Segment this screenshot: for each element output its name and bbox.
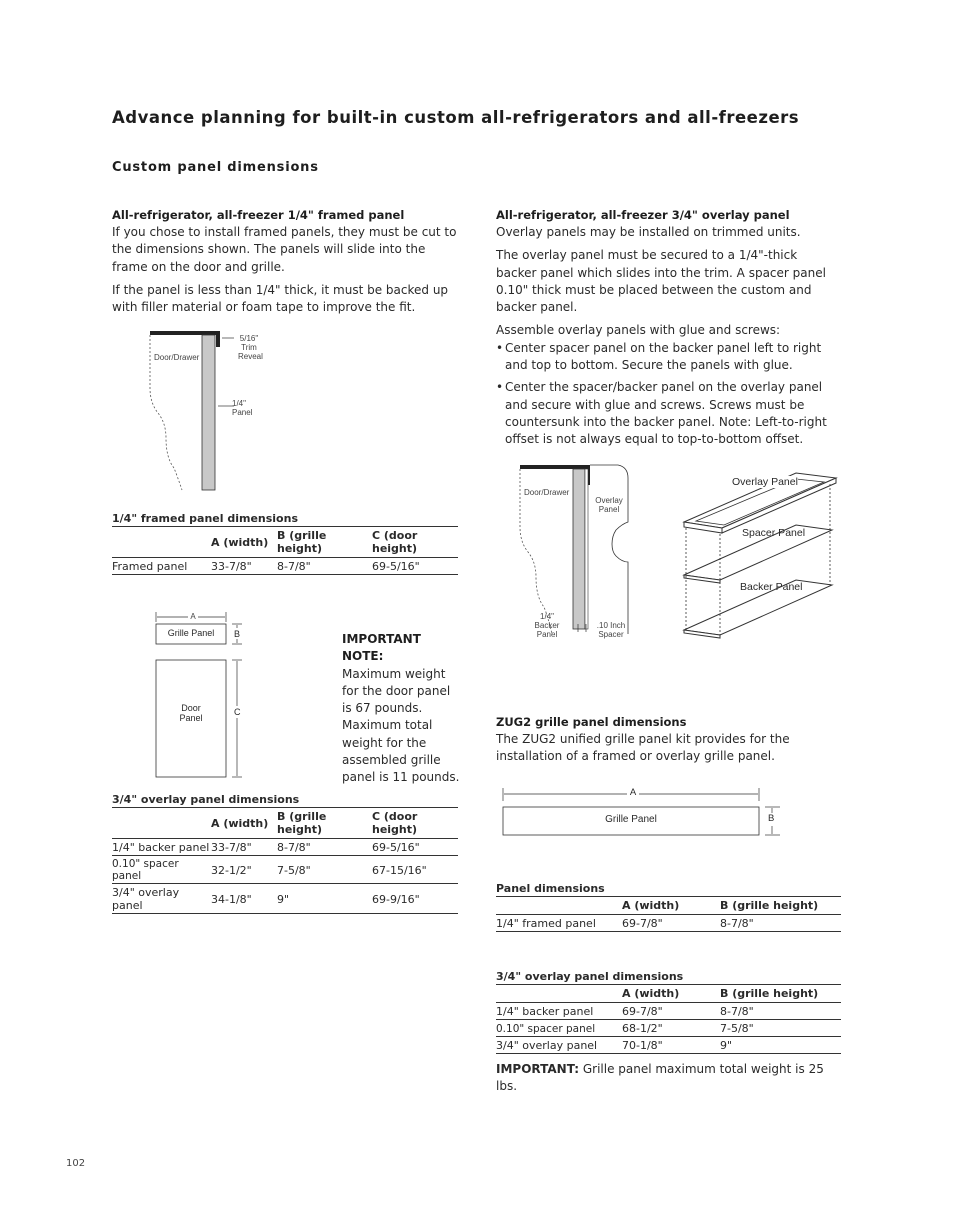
table-cell: 68-1/2" <box>622 1020 720 1037</box>
table-header <box>112 527 211 558</box>
dim-a-label: A <box>629 787 637 798</box>
left-overlay-table <box>112 793 458 914</box>
table-header <box>496 985 622 1003</box>
table-cell: 7-5/8" <box>277 856 372 884</box>
table-header-row <box>112 808 458 839</box>
table-cell: 69-5/16" <box>372 839 458 856</box>
door-panel-line-2: Panel <box>179 713 203 723</box>
table-header: B (grille height) <box>720 897 841 915</box>
table-cell: 9" <box>720 1037 841 1054</box>
right-paragraph-1: Overlay panels may be installed on trimmed units. <box>496 225 801 239</box>
right-paragraph-2: The overlay panel must be secured to a 1/4"-thick backer panel which slides into the trim. A spacer panel 0.10" thick must be placed between the custom and backer panel. <box>496 248 826 315</box>
page-title: Advance planning for built-in custom all-refrigerators and all-freezers <box>112 108 800 127</box>
table-cell: 69-9/16" <box>372 884 458 914</box>
right-heading: All-refrigerator, all-freezer 3/4" overlay panel <box>496 208 790 222</box>
important-note-body: Maximum weight for the door panel is 67 pounds. Maximum total weight for the assembled grille panel is 11 pounds. <box>342 666 460 785</box>
left-paragraph-2: If the panel is less than 1/4" thick, it must be backed up with filler material or foam tape to improve the fit. <box>112 282 449 315</box>
right-paragraph-3: Assemble overlay panels with glue and screws: <box>496 323 781 338</box>
grille-weight-note <box>496 1061 841 1096</box>
overlay-panel-callout: Overlay Panel <box>732 476 798 488</box>
table-row <box>496 1037 841 1054</box>
panel-dimensions-table <box>496 882 841 932</box>
bullet-marker: • <box>496 340 504 355</box>
bullet-item <box>496 379 841 448</box>
trim-reveal-line-3: Reveal <box>238 352 263 361</box>
dim-b-label: B <box>234 629 241 639</box>
table-row <box>496 1003 841 1020</box>
table-cell: 1/4" framed panel <box>496 915 622 932</box>
grille-dimension-diagram <box>500 786 790 841</box>
table-cell: 33-7/8" <box>211 558 277 575</box>
trim-reveal-line-1: 5/16" <box>239 334 259 343</box>
framed-panel-diagram <box>148 328 278 493</box>
important-note-heading: IMPORTANT NOTE: <box>342 632 421 664</box>
zug2-section <box>496 715 841 766</box>
table-caption: 3/4" overlay panel dimensions <box>496 970 841 985</box>
backer-line-1: 1/4" <box>540 612 554 621</box>
spacer-panel-callout: Spacer Panel <box>742 527 806 539</box>
table-cell: 8-7/8" <box>277 839 372 856</box>
zug2-body: The ZUG2 unified grille panel kit provides for the installation of a framed or overlay grille panel. <box>496 732 790 764</box>
spacer-line-1: .10 Inch <box>596 621 626 630</box>
table-cell: 1/4" backer panel <box>496 1003 622 1020</box>
framed-panel-table <box>112 512 458 575</box>
backer-panel-shape <box>573 469 585 629</box>
table-cell: 8-7/8" <box>720 1003 841 1020</box>
important-text: Grille panel maximum total weight is 25 lbs. <box>496 1062 824 1094</box>
left-heading: All-refrigerator, all-freezer 1/4" framed panel <box>112 208 405 222</box>
bullet-item <box>496 340 841 375</box>
left-paragraph-1: If you chose to install framed panels, they must be cut to the dimensions shown. The panels will slide into the frame on the door and grille. <box>112 225 457 274</box>
table-row <box>112 884 458 914</box>
zug2-heading: ZUG2 grille panel dimensions <box>496 715 687 729</box>
right-overlay-table <box>496 970 841 1054</box>
table-cell: 0.10" spacer panel <box>496 1020 622 1037</box>
exploded-panels-diagram <box>680 470 840 642</box>
dim-c-label: C <box>234 707 241 717</box>
table-header <box>112 808 211 839</box>
table-row <box>112 856 458 884</box>
backer-line-2: Backer <box>534 621 560 630</box>
table-cell: 67-15/16" <box>372 856 458 884</box>
table-header: A (width) <box>211 527 277 558</box>
table-cell: 70-1/8" <box>622 1037 720 1054</box>
important-label: IMPORTANT: <box>496 1062 580 1076</box>
table-cell: 1/4" backer panel <box>112 839 211 856</box>
quarter-panel-label <box>232 399 252 417</box>
table-header-row <box>112 527 458 558</box>
overlay-line-2: Panel <box>598 505 620 514</box>
door-drawer-label: Door/Drawer <box>524 488 570 497</box>
overlay-panel-outline <box>590 465 628 634</box>
spacer-shape <box>585 469 588 629</box>
table-header: A (width) <box>622 985 720 1003</box>
exploded-panels-svg <box>680 470 840 642</box>
important-note <box>342 631 460 787</box>
table-row <box>496 1020 841 1037</box>
right-intro <box>496 208 841 449</box>
table-cell: 69-5/16" <box>372 558 458 575</box>
grille-panel-label: Grille Panel <box>605 814 657 825</box>
table-caption: Panel dimensions <box>496 882 841 897</box>
bullet-marker: • <box>496 380 504 395</box>
table-header: C (door height) <box>372 808 458 839</box>
panel-line-1: 1/4" <box>232 399 246 408</box>
table-header: A (width) <box>622 897 720 915</box>
door-drawer-label: Door/Drawer <box>154 353 200 362</box>
door-panel-line-1: Door <box>181 703 201 713</box>
table-cell: Framed panel <box>112 558 211 575</box>
door-top-edge <box>150 331 220 335</box>
left-intro <box>112 208 462 316</box>
section-subtitle: Custom panel dimensions <box>112 160 319 175</box>
table-caption: 3/4" overlay panel dimensions <box>112 793 458 808</box>
backer-panel-label <box>532 612 562 639</box>
overlay-panel-label <box>593 496 625 514</box>
table-header: C (door height) <box>372 527 458 558</box>
table-row <box>496 915 841 932</box>
bullet-text: Center the spacer/backer panel on the overlay panel and secure with glue and screws. Screws must be countersunk into the backer panel. Note: Left-to-right offset is not always equal to top-to-bottom offset. <box>505 380 827 447</box>
table-cell: 8-7/8" <box>277 558 372 575</box>
table-cell: 8-7/8" <box>720 915 841 932</box>
door-top-edge <box>520 465 590 469</box>
table-header-row <box>496 897 841 915</box>
table-cell: 3/4" overlay panel <box>112 884 211 914</box>
spacer-label <box>594 621 628 639</box>
overlay-line-1: Overlay <box>595 496 623 505</box>
table-row <box>112 839 458 856</box>
table-cell: 32-1/2" <box>211 856 277 884</box>
table-cell: 69-7/8" <box>622 915 720 932</box>
spacer-line-2: Spacer <box>598 630 624 639</box>
backer-line-3: Panel <box>536 630 558 639</box>
table-header: A (width) <box>211 808 277 839</box>
table-cell: 33-7/8" <box>211 839 277 856</box>
table-caption: 1/4" framed panel dimensions <box>112 512 458 527</box>
grille-panel-label: Grille Panel <box>167 628 215 638</box>
door-grille-diagram <box>150 610 250 782</box>
table-cell: 34-1/8" <box>211 884 277 914</box>
table-cell: 7-5/8" <box>720 1020 841 1037</box>
table-header: B (grille height) <box>277 527 372 558</box>
door-panel-label <box>156 703 226 723</box>
backer-panel-callout: Backer Panel <box>740 581 803 593</box>
overlay-panel-diagram <box>518 462 638 642</box>
dim-a-label: A <box>190 612 196 621</box>
quarter-panel-shape <box>202 335 215 490</box>
panel-line-2: Panel <box>232 408 253 417</box>
table-header: B (grille height) <box>277 808 372 839</box>
table-cell: 3/4" overlay panel <box>496 1037 622 1054</box>
table-header <box>496 897 622 915</box>
page-number: 102 <box>66 1158 86 1169</box>
table-header: B (grille height) <box>720 985 841 1003</box>
table-header-row <box>496 985 841 1003</box>
table-row <box>112 558 458 575</box>
trim-reveal-label <box>238 334 263 361</box>
table-cell: 0.10" spacer panel <box>112 856 211 884</box>
table-cell: 9" <box>277 884 372 914</box>
dim-b-label: B <box>768 813 775 824</box>
bullet-text: Center spacer panel on the backer panel left to right and top to bottom. Secure the panels with glue. <box>505 340 822 373</box>
trim-reveal-line-2: Trim <box>241 343 257 352</box>
table-cell: 69-7/8" <box>622 1003 720 1020</box>
trim-lip <box>216 331 220 347</box>
